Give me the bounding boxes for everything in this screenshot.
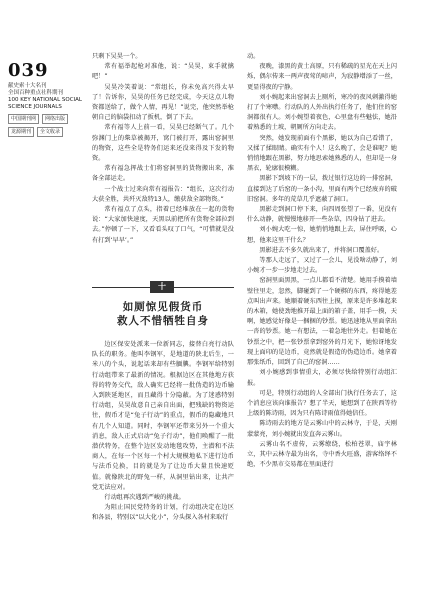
paragraph: 边区保安处派来一位新同志，接替白亮行动队队长的职务。他叫李钢军，是地道的陕北后生，一米八的个头，说起话来却有些腼腆。李钢军给特别行动组带来了最新的情况。根据边区在其他地方获得的特务交代，敌人确实已经将一批伪造的边币输入到陕延地区，而且藏得十分隐蔽。为了迷惑特别行动组，吴昊故意自己亲自出面，把残缺的物资运往，假币才是“兔子行动”的重点，假币的隐藏地只有几个人知道。同时，李钢军还带来另外一个重大消息，敌人正式启动“兔子行动”，他们唤醒了一批潜伏特务，在整个边区发动地毯攻势，主潜和不法商人，在每一个区每一个村大规模地私下进行边币与法币兑换，目的就是为了让边币大量且快速贬值。就像陕北的野兔一样，从洞里钻出来，让共产党无法应对。 [92, 341, 234, 491]
page-number: 039 [8, 60, 49, 81]
paragraph: 刘小婉感到事情重大，必须尽快给特别行动组汇报。 [247, 369, 397, 387]
paragraph: 窑洞里面黑黑，一点儿都看不清楚。她用手摸着墙壁往里走，忽然，脚碰到了一个硬梆的东西，疼得她差点叫出声来。她顺着硬东西往上摸，原来是许多堆起来的木箱，她使劲地推开最上面的箱子盖，用手一摸，天啊，她感觉好像是一捆捆的钞票。她迅速地从里面拿出一沓的钞票。她一有想法，一着急地往外走。但着她在钞票之中，把一张钞票拿到窑外的月光下，她惊讶地发现上面印的是边币，竟然就是假造的伪造边币。她拿着那张纸币，回到了自己的窑洞…… [247, 277, 397, 367]
left-column-bottom [92, 340, 234, 524]
paragraph: 黑影进去不多久就出来了，并将洞口覆盖好。 [259, 246, 384, 254]
paragraph: 黑影下到坡下的一层，拨过银行这边的一排窑洞，直接到达了后窑的一条小沟，里面有两个已经废弃的破旧窑洞。多年的荒草几乎遮蔽了洞口。 [247, 175, 397, 203]
paragraph: 突然，她发现前面有个黑影，她以为自己看错了，又揉了揉眼睛。确实有个人！这么晚了，会是谁呢？她悄悄地跟在黑影，努力地思索她熟悉的人，但却是一身黑衣，轮廓很模糊。 [247, 134, 397, 173]
paragraph: 刘小婉大吃一惊，她悄悄地跟上去，屏住呼吸，心想，他来这里干什么？ [247, 226, 397, 244]
logo-online: 网络出版 [42, 114, 68, 124]
margin-info [8, 60, 88, 137]
paragraph: 可是，特别行动组的人全部出门执行任务去了，这个消息应该向谁报告？想了半天，她想到了在陕西等待上级的陈诗雨，因为只有陈诗雨值得她信任。 [247, 389, 397, 418]
paragraph: 常有福举起枪对准他，说：“吴昊，束手就擒吧！” [92, 63, 234, 81]
section-title [92, 300, 234, 328]
paragraph: 动。 [247, 53, 260, 60]
paragraph: 常有福等人上前一看，吴昊已经断气了。几个弥渊门上的柴草被揭开，窝门被打开，露出窑洞里的物资，这些全是特务们运来还没来得及下发的物资。 [92, 124, 234, 163]
paragraph: 等那人走远了，又过了一会儿，见没啥动静了，刘小婉才一步一步地走过去。 [247, 257, 397, 275]
paragraph: 常有福点了点头，指着已经堆放在一起的货物说：“大家加快速度，天黑以前把所有货物全部拉到去。”停顿了一下，又看看头叹了口气，“可惜就是没有打到‘早早’。” [92, 206, 234, 244]
section-title-line: 救人不惜牺牲自身 [117, 315, 209, 327]
paragraph: 吴昊冷笑着说：“常组长，你未免高兴得太早了！告诉你，吴昊的任务已经完成，今天这点儿物资都送给了，做个人情，再见！”说完，他突然举枪朝自己的脑袋扣动了扳机，倒了下去。 [92, 83, 234, 122]
logo-cnki: 中国期刊网 [8, 114, 39, 124]
paragraph: 常有福急挥战士们将窑洞里的货物搬出来，准备全部运走。 [92, 165, 234, 183]
paragraph: 只剩下吴昊一个。 [92, 53, 142, 60]
indexing-logos-2 [8, 127, 88, 137]
meta-line: 100 KEY NATIONAL SOCIAL [8, 97, 82, 103]
right-column [247, 52, 397, 470]
meta-line: 献史索十大名刊 [8, 83, 47, 89]
paragraph: 云雾山名不虚传，云雾缭绕，松柏苍翠，庙宇林立，其中云林寺最为出名，寺中香火旺盛，游客络绎不绝，不少黑市交易都在里面进行 [247, 440, 397, 469]
paragraph: 黑影走到洞口停下来，向四周张望了一番，见没有什么动静，就慢慢地移开一些杂草，四身钻了进去。 [247, 206, 397, 224]
meta-line: 全国百种重点社科期刊 [8, 90, 64, 96]
left-column-top [92, 52, 234, 246]
section-title-line: 如厕惊见假货币 [122, 301, 204, 313]
paragraph: 行动组再次遇到严峻的挑战。 [104, 494, 185, 502]
meta-line: SCIENCE JOURNALS [8, 104, 62, 110]
journal-meta [8, 83, 88, 111]
paragraph: 夜晚，漆黑的黄土高原，只有稀疏的星光在天上闪烁，偶尔传来一两声夜莺的啼声，为寂静增添了一丝，更显得夜的宁静。 [247, 63, 397, 91]
section-number: 十 [150, 281, 174, 293]
section-marker [92, 280, 234, 294]
indexing-logos [8, 114, 88, 124]
paragraph: 刘小婉起来出窑洞去上厕所，寒冷的夜风刺激得她打了个寒噤。行动队的人外出执行任务了，他们住的窑洞都很有人。刘小婉望着夜色，心里盘有些魅怯，她沿着熟悉的土坡，朝厕所方向走去。 [247, 93, 397, 132]
paragraph: 陈诗雨去的地方是云雾山中的云林寺，于是，天刚蒙蒙亮，刘小婉就出发直奔云雾山。 [247, 420, 397, 438]
logo-longyuan: 龙源期刊 [8, 127, 34, 137]
paragraph: 为阻止国民党特务的计划，行动组决定在边区和各县，特别以“以大化小”，分头探入各村来取行 [92, 504, 234, 522]
paragraph: 一个战士过来向常有福报告：“组长，这次行动大获全胜，共歼灭敌特13人，缴获敌全部物资。” [92, 185, 234, 203]
logo-fulltext: 全文收录 [37, 127, 63, 137]
